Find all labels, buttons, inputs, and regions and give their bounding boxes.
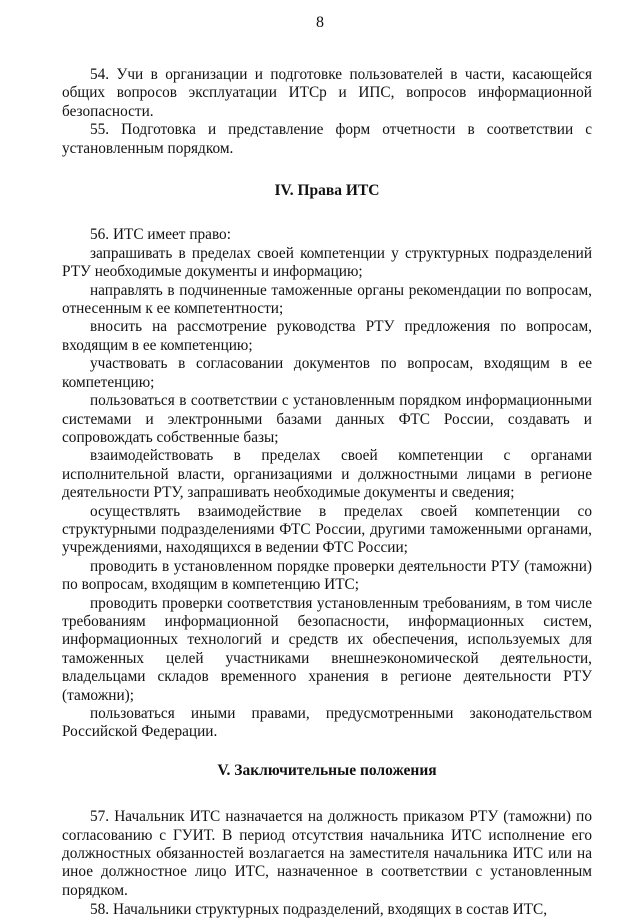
- document-body: [62, 66, 592, 920]
- right-item: направлять в подчиненные таможенные органы рекомендации по вопросам, отнесенным к ее компетентности;: [62, 281, 592, 318]
- paragraph-55: 55. Подготовка и представление форм отчетности в соответствии с установленным порядком.: [62, 121, 592, 157]
- right-item: участвовать в согласовании документов по вопросам, входящим в ее компетенцию;: [62, 355, 592, 391]
- right-item: вносить на рассмотрение руководства РТУ предложения по вопросам, входящим в ее компетенцию;: [62, 318, 592, 354]
- section-heading-final-provisions: V. Заключительные положения: [217, 761, 437, 779]
- right-item: проводить в установленном порядке проверки деятельности РТУ (таможни) по вопросам, входящим в компетенцию ИТС;: [62, 557, 592, 594]
- section-heading-rights: IV. Права ИТС: [274, 182, 380, 200]
- paragraph-54: 54. Учи в организации и подготовке пользователей в части, касающейся общих вопросов эксплуатации ИТСр и ИПС, вопросов информационной безопасности.: [62, 66, 592, 120]
- right-item: запрашивать в пределах своей компетенции у структурных подразделений РТУ необходимые документы и информацию;: [62, 244, 592, 281]
- right-item: пользоваться в соответствии с установленным порядком информационными системами и электронными базами данных ФТС России, создавать и сопровождать собственные базы;: [62, 392, 592, 446]
- paragraph-58: 58. Начальники структурных подразделений, входящих в состав ИТС,: [90, 901, 548, 919]
- right-item: осуществлять взаимодействие в пределах своей компетенции со структурными подразделениями ФТС России, другими таможенными органами, учреждениями, находящихся в ведении ФТС России;: [62, 502, 592, 557]
- paragraph-56-intro: 56. ИТС имеет право:: [90, 226, 231, 244]
- paragraph-57: 57. Начальник ИТС назначается на должность приказом РТУ (таможни) по согласованию с ГУИТ. В период отсутствия начальника ИТС исполнение его должностных обязанностей возлагается на заместителя начальника ИТС или на иное должностное лицо ИТС, назначенное в соответствии с установленным порядком.: [62, 808, 592, 899]
- right-item: проводить проверки соответствия установленным требованиям, в том числе требованиям информационной безопасности, информационных систем, информационных технологий и средств их обеспечения, используемых для таможенных целей участниками внешнеэкономической деятельности, владельцами складов временного хранения в регионе деятельности РТУ (таможни);: [62, 594, 592, 704]
- right-item: взаимодействовать в пределах своей компетенции с органами исполнительной власти, организациями и должностными лицами в регионе деятельности РТУ, запрашивать необходимые документы и сведения;: [62, 447, 592, 502]
- page-number: 8: [316, 14, 324, 31]
- right-item: пользоваться иными правами, предусмотренными законодательством Российской Федерации.: [62, 705, 592, 741]
